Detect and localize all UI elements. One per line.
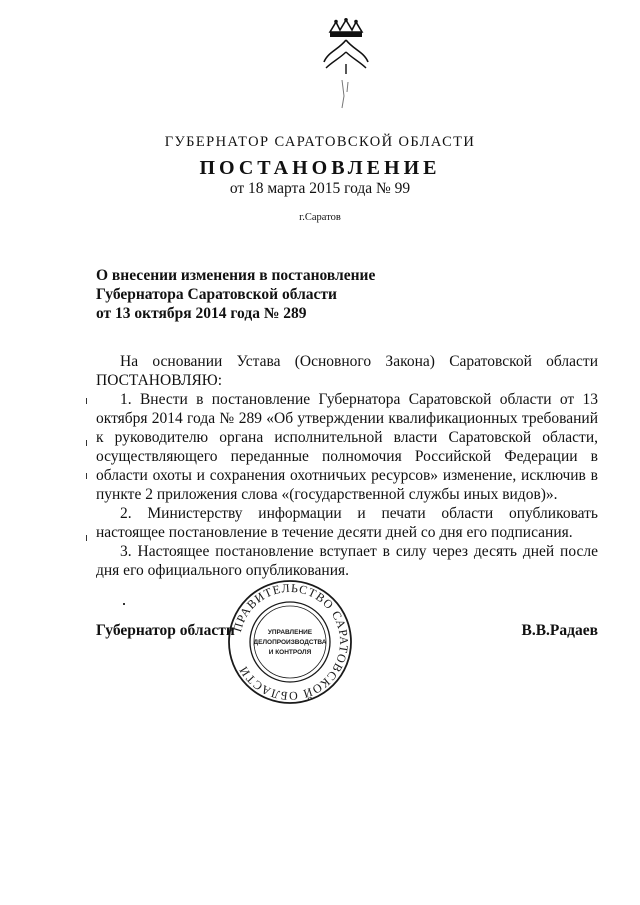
body-item: 3. Настоящее постановление вступает в силу через десять дней после дня его официального опубликования.	[96, 543, 598, 579]
seal-inner-line: УПРАВЛЕНИЕ	[267, 629, 313, 636]
signatory-name: В.В.Радаев	[521, 622, 598, 639]
subject-line: О внесении изменения в постановление	[96, 267, 376, 284]
scan-mark	[86, 440, 87, 446]
issuing-authority: ГУБЕРНАТОР САРАТОВСКОЙ ОБЛАСТИ	[164, 134, 476, 150]
subject-line: от 13 октября 2014 года № 289	[96, 305, 307, 322]
coat-of-arms-emblem	[318, 18, 374, 118]
document-subject	[96, 266, 436, 323]
document-city: г.Саратов	[299, 212, 341, 223]
scan-mark	[86, 535, 87, 541]
official-seal-stamp	[226, 578, 354, 706]
body-item: 2. Министерству информации и печати области опубликовать настоящее постановление в течение десяти дней со дня его подписания.	[96, 505, 598, 541]
document-date-number: от 18 марта 2015 года № 99	[229, 180, 411, 197]
seal-outer-text: ПРАВИТЕЛЬСТВО САРАТОВСКОЙ ОБЛАСТИ	[230, 580, 352, 704]
scan-mark	[86, 398, 87, 404]
seal-inner-line: И КОНТРОЛЯ	[268, 649, 312, 656]
seal-inner-line: ДЕЛОПРОИЗВОДСТВА	[253, 639, 327, 646]
document-type-title: ПОСТАНОВЛЕНИЕ	[199, 157, 441, 179]
document-body	[96, 352, 598, 580]
preamble-paragraph: На основании Устава (Основного Закона) Саратовской области ПОСТАНОВЛЯЮ:	[96, 353, 598, 389]
signatory-title: Губернатор области	[96, 622, 235, 639]
body-item: 1. Внести в постановление Губернатора Саратовской области от 13 октября 2014 года № 289 «Об утверждении квалификационных требований к руководителю органа исполнительной власти Саратовской области, осуществляющего переданные полномочия Российской Федерации в области охоты и сохранения охотничьих ресурсов» изменение, исключив в пункте 2 приложения слова «(государственной службы иных видов)».	[96, 391, 598, 503]
scan-mark	[86, 473, 87, 479]
subject-line: Губернатора Саратовской области	[96, 286, 337, 303]
scan-mark	[123, 603, 125, 605]
